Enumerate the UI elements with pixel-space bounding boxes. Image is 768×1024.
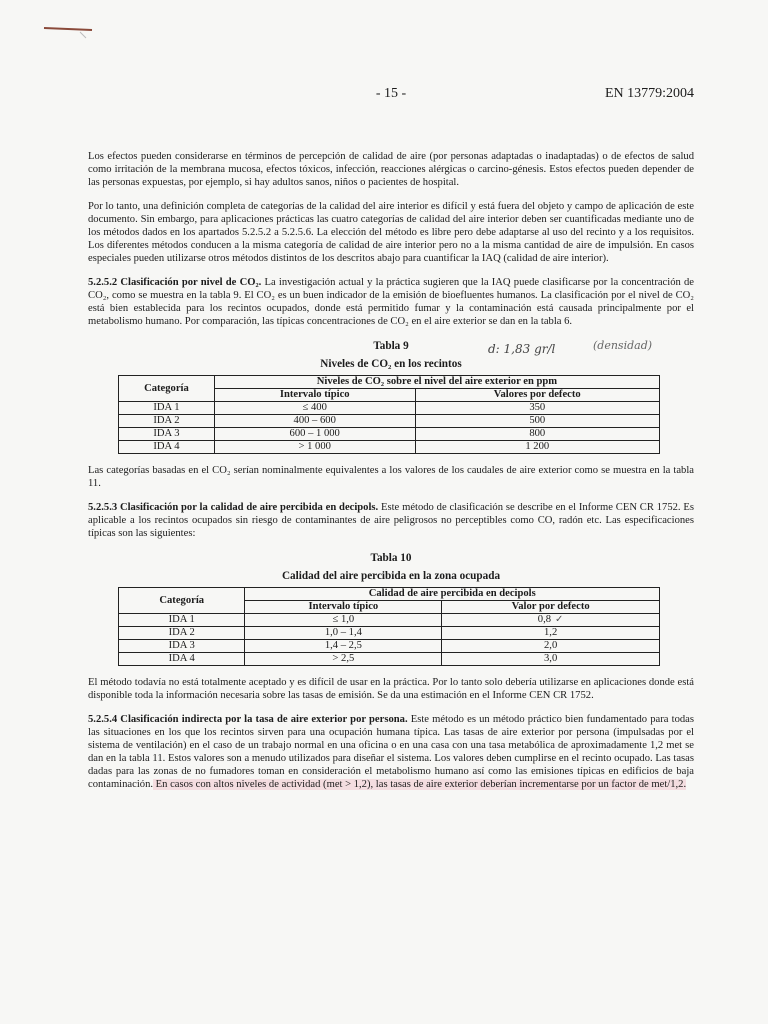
- section-body: Este método es un método práctico bien fundamentado para todas las situaciones en los que los recintos sirven para una ocupación humana típica. Las tasas de aire exterior por persona (impulsadas por el sistema de ventilación) en el caso de un trabajo normal en una oficina o en una casa con una tasa metabólica de aproximadamente 1,2 met se dan en la tabla 11. Estos valores son a menudo utilizados para diseñar el sistema. Los valores deben cumplirse en el recinto ocupado. Las tasas dadas para las zonas de no fumadores toman en consideración el metabolismo humano así como las emisiones típicas en edificios de baja contaminación.: [88, 714, 694, 790]
- page-number: - 15 -: [375, 86, 407, 101]
- table-cell: > 2,5: [245, 653, 442, 666]
- table10-caption: [88, 551, 694, 583]
- table9-caption: [88, 339, 694, 371]
- paragraph-method-acceptance: El método todavía no está totalmente aceptado y es difícil de usar en la práctica. Por lo tanto solo debería utilizarse en aplicaciones donde está disponible toda la información necesaria sobre las tasas de emisión. Se da una estimación en el Informe CEN CR 1752.: [88, 677, 694, 701]
- table-cell: IDA 3: [119, 428, 215, 441]
- table-9: [118, 375, 660, 454]
- column-group-header: Niveles de CO₂ sobre el nivel del aire exterior en ppm: [214, 376, 659, 389]
- table-row: [119, 614, 660, 627]
- table-cell: IDA 2: [119, 627, 245, 640]
- table-cell: IDA 1: [119, 614, 245, 627]
- document-reference: EN 13779:2004: [604, 86, 694, 101]
- section-5-2-5-2: [88, 276, 694, 328]
- document-body: [88, 150, 694, 802]
- table-cell: IDA 4: [119, 653, 245, 666]
- table-cell: ≤ 1,0: [245, 614, 442, 627]
- table-row: [119, 402, 660, 415]
- table-cell: [442, 614, 660, 627]
- paragraph-effects: Los efectos pueden considerarse en términos de percepción de calidad de aire (por personas adaptadas o inadaptadas) o de efectos de salud como irritación de la membrana mucosa, efectos tóxicos, infección, reacciones alérgicas o carcino-génesis. Estos efectos pueden depender de las personas expuestas, por ejemplo, si hay adultos sanos, niños o pacientes de hospital.: [88, 151, 694, 188]
- table-header-row: [119, 376, 660, 389]
- note-co2-equivalence: Las categorías basadas en el CO₂ serían nominalmente equivalentes a los valores de los caudales de aire exterior como se muestra en la tabla 11.: [88, 465, 694, 489]
- checkmark-icon: ✓: [555, 614, 564, 625]
- table-cell: 2,0: [442, 640, 660, 653]
- handwritten-note: d: 1,83 gr/l: [488, 342, 556, 356]
- table-cell: ≤ 400: [214, 402, 415, 415]
- table-cell: 600 – 1 000: [214, 428, 415, 441]
- section-5-2-5-3: [88, 501, 694, 540]
- column-header: Intervalo típico: [214, 389, 415, 402]
- column-header: Categoría: [119, 376, 215, 402]
- table-cell: IDA 4: [119, 441, 215, 454]
- table-subtitle: Calidad del aire percibida en la zona ocupada: [281, 570, 501, 582]
- table-row: [119, 428, 660, 441]
- table-cell: 1,4 – 2,5: [245, 640, 442, 653]
- table-cell: 400 – 600: [214, 415, 415, 428]
- section-body: Este método de clasificación se describe en el Informe CEN CR 1752. Es aplicable a los recintos ocupados sin riesgo de contaminantes de aire peligrosos no perceptibles como CO, radón etc. Las especificaciones típicas son las siguientes:: [88, 502, 694, 539]
- table-row: [119, 653, 660, 666]
- table-header-row: [119, 588, 660, 601]
- table-title: Tabla 10: [370, 552, 412, 564]
- section-5-2-5-4: [88, 713, 694, 791]
- section-body: La investigación actual y la práctica sugieren que la IAQ puede clasificarse por la concentración de CO₂, como se muestra en la tabla 9. El CO₂ es un buen indicador de la emisión de bioefluentes humanos. La clasificación por el nivel de CO₂ está bien establecida para los recintos ocupados, donde está permitido fumar y la contaminación está causada principalmente por el metabolismo humano. Por comparación, las típicas concentraciones de CO₂ en el aire exterior se dan en la tabla 6.: [88, 277, 695, 327]
- table-cell: 1,2: [442, 627, 660, 640]
- table-cell: 1 200: [415, 441, 659, 454]
- cell-value: 0,8: [537, 614, 552, 625]
- table-cell: 3,0: [442, 653, 660, 666]
- column-header: Valores por defecto: [415, 389, 659, 402]
- table-10: [118, 587, 660, 666]
- column-group-header: Calidad de aire percibida en decipols: [245, 588, 660, 601]
- table-title: Tabla 9: [373, 340, 409, 352]
- table-cell: 800: [415, 428, 659, 441]
- table-cell: 350: [415, 402, 659, 415]
- table-row: [119, 640, 660, 653]
- table-cell: IDA 1: [119, 402, 215, 415]
- paragraph-definition: Por lo tanto, una definición completa de categorías de la calidad del aire interior es difícil y está fuera del objeto y campo de aplicación de este documento. Sin embargo, para aplicaciones prácticas las cuatro categorías de calidad del aire interior deben ser cuantificadas mediante uno de los métodos dados en los apartados 5.2.5.2 a 5.2.5.6. La elección del método es libre pero debe adaptarse al uso del recinto y a los requisitos. Los diferentes métodos conducen a la misma categoría de calidad de aire interior pero no a la misma cantidad de aire de impulsión. En casos especiales pueden utilizarse otros métodos distintos de los descritos abajo para cuantificar la IAQ (calidad de aire interior).: [88, 201, 694, 264]
- column-header: Categoría: [119, 588, 245, 614]
- section-title: 5.2.5.3 Clasificación por la calidad de aire percibida en decipols.: [88, 502, 379, 513]
- section-title: 5.2.5.4 Clasificación indirecta por la tasa de aire exterior por persona.: [88, 714, 408, 725]
- page-header: [88, 86, 694, 104]
- table-cell: 500: [415, 415, 659, 428]
- table-row: [119, 415, 660, 428]
- handwritten-note: (densidad): [593, 339, 653, 352]
- pen-mark: [42, 22, 94, 40]
- column-header: Valor por defecto: [442, 601, 660, 614]
- column-header: Intervalo típico: [245, 601, 442, 614]
- section-title: 5.2.5.2 Clasificación por nivel de CO₂.: [88, 277, 262, 288]
- table-cell: > 1 000: [214, 441, 415, 454]
- highlighted-text: En casos con altos niveles de actividad (met > 1,2), las tasas de aire exterior deberían incrementarse por un factor de met/1,2.: [153, 779, 687, 790]
- table-row: [119, 441, 660, 454]
- table-cell: IDA 2: [119, 415, 215, 428]
- table-subtitle: Niveles de CO₂ en los recintos: [320, 358, 462, 370]
- table-row: [119, 627, 660, 640]
- table-cell: 1,0 – 1,4: [245, 627, 442, 640]
- table-cell: IDA 3: [119, 640, 245, 653]
